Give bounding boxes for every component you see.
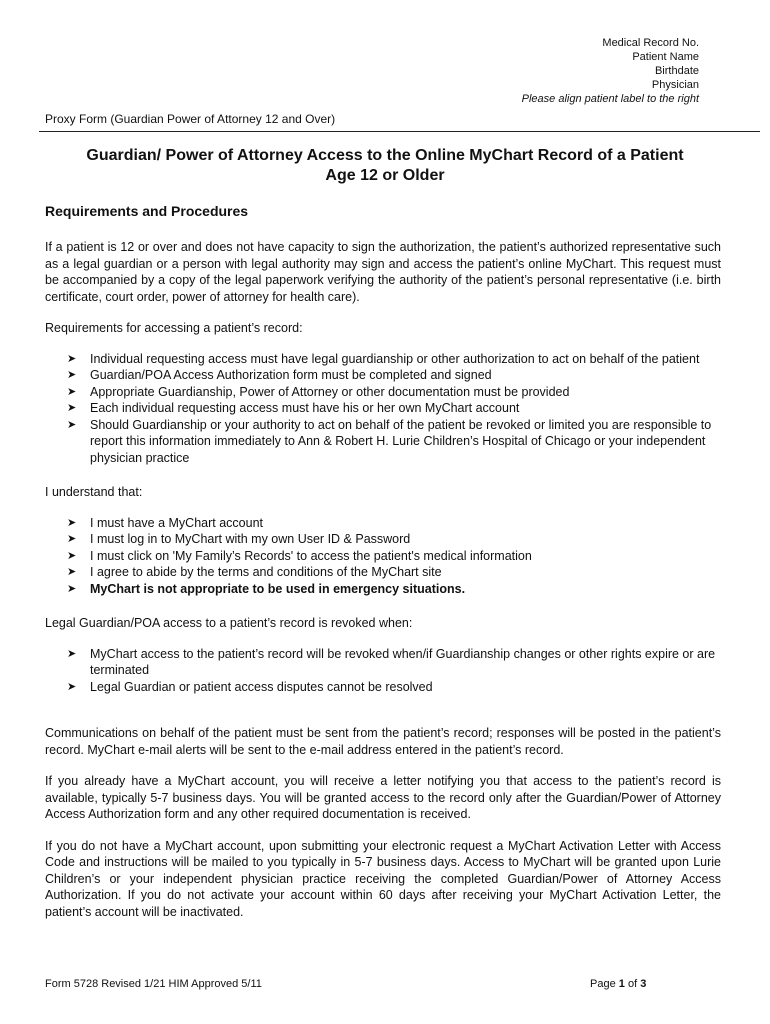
section-heading: Requirements and Procedures [45,203,249,219]
label-birthdate: Birthdate [654,65,699,77]
page-number: Page 1 of 3 [590,978,647,990]
document-body [45,203,721,920]
list-item: ➤ MyChart access to the patient’s record will be revoked when/if Guardianship changes or other rights expire or are terminated [67,646,716,677]
label-align-note: Please align patient label to the right [521,93,699,105]
list-item: ➤ Appropriate Guardianship, Power of Attorney or other documentation must be provided [67,384,570,399]
arrow-bullet-icon: ➤ [67,647,77,660]
label-physician: Physician [651,79,699,91]
list-item: ➤ Each individual requesting access must have his or her own MyChart account [67,401,520,415]
arrow-bullet-icon: ➤ [67,549,77,562]
label-patient-name: Patient Name [632,51,699,63]
list-item: ➤ Guardian/POA Access Authorization form must be completed and signed [67,368,492,382]
page-title [40,146,730,186]
arrow-bullet-icon: ➤ [67,582,77,595]
title-line-1: Guardian/ Power of Attorney Access to the Online MyChart Record of a Patient [86,147,684,164]
requirements-list [45,351,721,467]
list-item: ➤ Individual requesting access must have legal guardianship or other authorization to act on behalf of the patient [67,351,700,366]
arrow-bullet-icon: ➤ [67,385,77,398]
revoked-lead: Legal Guardian/POA access to a patient’s record is revoked when: [45,616,413,630]
arrow-bullet-icon: ➤ [67,566,77,578]
list-item: ➤ I agree to abide by the terms and conditions of the MyChart site [67,565,442,579]
form-info: Form 5728 Revised 1/21 HIM Approved 5/11 [45,978,262,990]
title-line-2: Age 12 or Older [325,167,445,184]
header-divider [39,131,760,132]
label-medical-record-no: Medical Record No. [602,37,699,49]
requirements-lead: Requirements for accessing a patient’s record: [45,321,303,335]
list-item: ➤ I must log in to MyChart with my own User ID & Password [67,532,411,546]
arrow-bullet-icon: ➤ [67,533,77,545]
arrow-bullet-icon: ➤ [67,352,77,365]
understand-lead: I understand that: [45,485,143,499]
new-account-paragraph: If you do not have a MyChart account, upon submitting your electronic request a MyChart Activation Letter with Access Code and instructions will be mailed to you typically in 5-7 business days. Access to MyChart will be granted upon Lurie Children’s or your independent physician practice receiving the completed Guardian/Power of Attorney Access Authorization. If you do not activate your account within 60 days after receiving your MyChart Activation Letter, the patient’s account will be inactivated. [45,838,721,919]
communications-paragraph: Communications on behalf of the patient must be sent from the patient’s record; responses will be posted in the patient’s record. MyChart e-mail alerts will be sent to the e-mail address entered in the patient’s record. [45,726,721,757]
list-item: ➤ I must click on 'My Family’s Records' to access the patient's medical information [67,548,532,563]
existing-account-paragraph: If you already have a MyChart account, you will receive a letter notifying you that access to the patient’s record is available, typically 5-7 business days. You will be granted access to the record only after the Guardian/Power of Attorney Access Authorization form and any other required documentation is received. [45,774,721,821]
arrow-bullet-icon: ➤ [67,680,77,693]
arrow-bullet-icon: ➤ [67,516,77,529]
arrow-bullet-icon: ➤ [67,418,77,431]
form-type: Proxy Form (Guardian Power of Attorney 12 and Over) [45,112,336,126]
arrow-bullet-icon: ➤ [67,369,77,381]
list-item: ➤ Legal Guardian or patient access disputes cannot be resolved [67,679,433,694]
arrow-bullet-icon: ➤ [67,402,77,414]
intro-paragraph: If a patient is 12 or over and does not have capacity to sign the authorization, the patient’s authorized representative such as a legal guardian or a person with legal authority may sign and access the patient’s online MyChart. This request must be accompanied by a copy of the legal paperwork verifying the authority of the patient’s personal representative (i.e. birth certificate, court order, power of attorney for health care). [45,240,721,304]
patient-label-area [522,36,699,106]
list-item: ➤ I must have a MyChart account [67,515,263,530]
revoked-list [45,646,721,696]
understand-list [45,515,721,598]
list-item: ➤ MyChart is not appropriate to be used in emergency situations. [67,581,466,596]
list-item: ➤ Should Guardianship or your authority to act on behalf of the patient be revoked or limited you are responsible to report this information immediately to Ann & Robert H. Lurie Children’s Hospital of Chicago or your independent physician practice [67,417,712,465]
